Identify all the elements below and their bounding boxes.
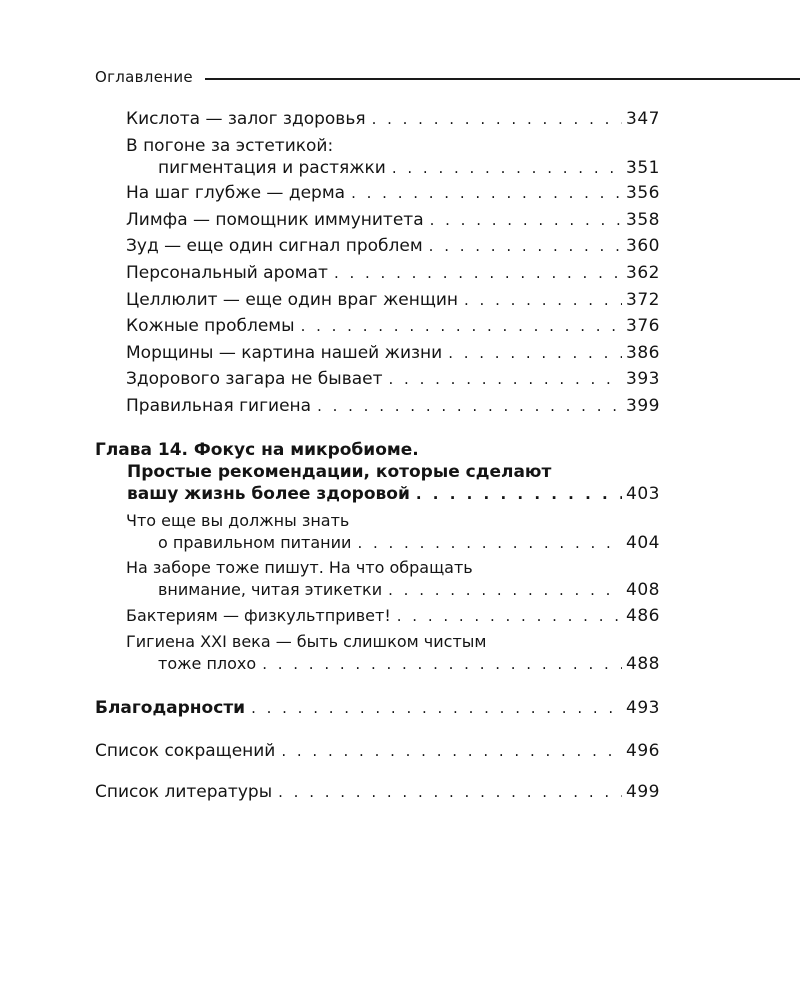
toc-entry-title: Целлюлит — еще один враг женщин [126,290,459,310]
toc-entry[interactable] [126,135,660,179]
toc-page-number: 493 [626,698,660,718]
toc-entry-title-cont: о правильном питании [158,533,352,552]
leader-dots [464,289,622,311]
toc-page-number: 499 [626,782,660,802]
toc-page-number: 393 [626,369,660,389]
leader-dots [334,262,622,284]
chapter-title-cont: вашу жизнь более здоровой [127,484,410,504]
toc-entry-title: Зуд — еще один сигнал проблем [126,236,423,256]
leader-dots [388,579,622,601]
leader-dots [281,740,622,762]
toc-entry-acknowledgements[interactable] [95,697,660,719]
toc-entry-title: Благодарности [95,698,246,718]
toc-entry[interactable] [126,262,660,284]
toc-page-number: 403 [626,484,660,504]
leader-dots [429,235,622,257]
toc-entry-title-cont: пигментация и растяжки [158,158,386,178]
toc-entry-title: Лимфа — помощник иммунитета [126,210,424,230]
chapter-14-heading[interactable] [95,439,660,505]
toc-entry[interactable] [126,368,660,390]
toc-page-number: 360 [626,236,660,256]
toc-entry-title: На заборе тоже пишут. На что обращать [126,558,473,577]
toc-entry-title: Кожные проблемы [126,316,295,336]
leader-dots [397,605,622,627]
toc-entry-title-cont: внимание, читая этикетки [158,580,383,599]
leader-dots [392,157,622,179]
toc-entry[interactable] [126,510,660,554]
toc-entry[interactable] [126,209,660,231]
toc-page-number: 386 [626,343,660,363]
toc-page-number: 372 [626,290,660,310]
toc-entry-title: Список сокращений [95,741,276,761]
toc-entry-title: Гигиена XXI века — быть слишком чистым [126,632,487,651]
chapter-title: Глава 14. Фокус на микробиоме. [95,440,419,460]
leader-dots [301,315,622,337]
toc-entry-title-cont: тоже плохо [158,654,257,673]
toc-entry-title: Правильная гигиена [126,396,312,416]
leader-dots [357,532,622,554]
toc-entry-title: Персональный аромат [126,263,328,283]
toc-page-number: 404 [626,533,660,553]
toc-entry[interactable] [126,342,660,364]
toc-entry[interactable] [126,395,660,417]
toc-entry[interactable] [126,182,660,204]
toc-entry-title: Список литературы [95,782,273,802]
toc-page-number: 347 [626,109,660,129]
leader-dots [372,108,622,130]
toc-page-number: 488 [626,654,660,674]
toc-page-number: 486 [626,606,660,626]
leader-dots [262,653,622,675]
toc-page-number: 356 [626,183,660,203]
leader-dots [430,209,622,231]
toc-page-number: 358 [626,210,660,230]
toc-entry-title: Кислота — залог здоровья [126,109,366,129]
toc-entry-title: Морщины — картина нашей жизни [126,343,443,363]
toc-page-number: 399 [626,396,660,416]
header-title: Оглавление [95,68,193,86]
leader-dots [251,697,622,719]
toc-entry-title: Что еще вы должны знать [126,511,350,530]
toc-entry[interactable] [126,108,660,130]
toc-entry-references[interactable] [95,781,660,803]
toc-entry-title: На шаг глубже — дерма [126,183,346,203]
chapter-title-cont: Простые рекомендации, которые сделают [127,462,552,482]
leader-dots [416,483,622,505]
toc-page-number: 362 [626,263,660,283]
toc-entry[interactable] [126,289,660,311]
toc-page-number: 351 [626,158,660,178]
toc-entry[interactable] [126,557,660,601]
toc-page-number: 408 [626,580,660,600]
toc-entry-title: Здорового загара не бывает [126,369,383,389]
toc-entry[interactable] [126,631,660,675]
toc-entry[interactable] [126,605,660,627]
toc-entry[interactable] [126,315,660,337]
leader-dots [317,395,622,417]
toc-entry-title: Бактериям — физкультпривет! [126,606,391,625]
toc-page-number: 376 [626,316,660,336]
leader-dots [278,781,622,803]
toc-entry-abbreviations[interactable] [95,740,660,762]
leader-dots [448,342,622,364]
toc-entry-title: В погоне за эстетикой: [126,136,334,156]
leader-dots [351,182,622,204]
toc-entry[interactable] [126,235,660,257]
toc-page-number: 496 [626,741,660,761]
leader-dots [389,368,623,390]
